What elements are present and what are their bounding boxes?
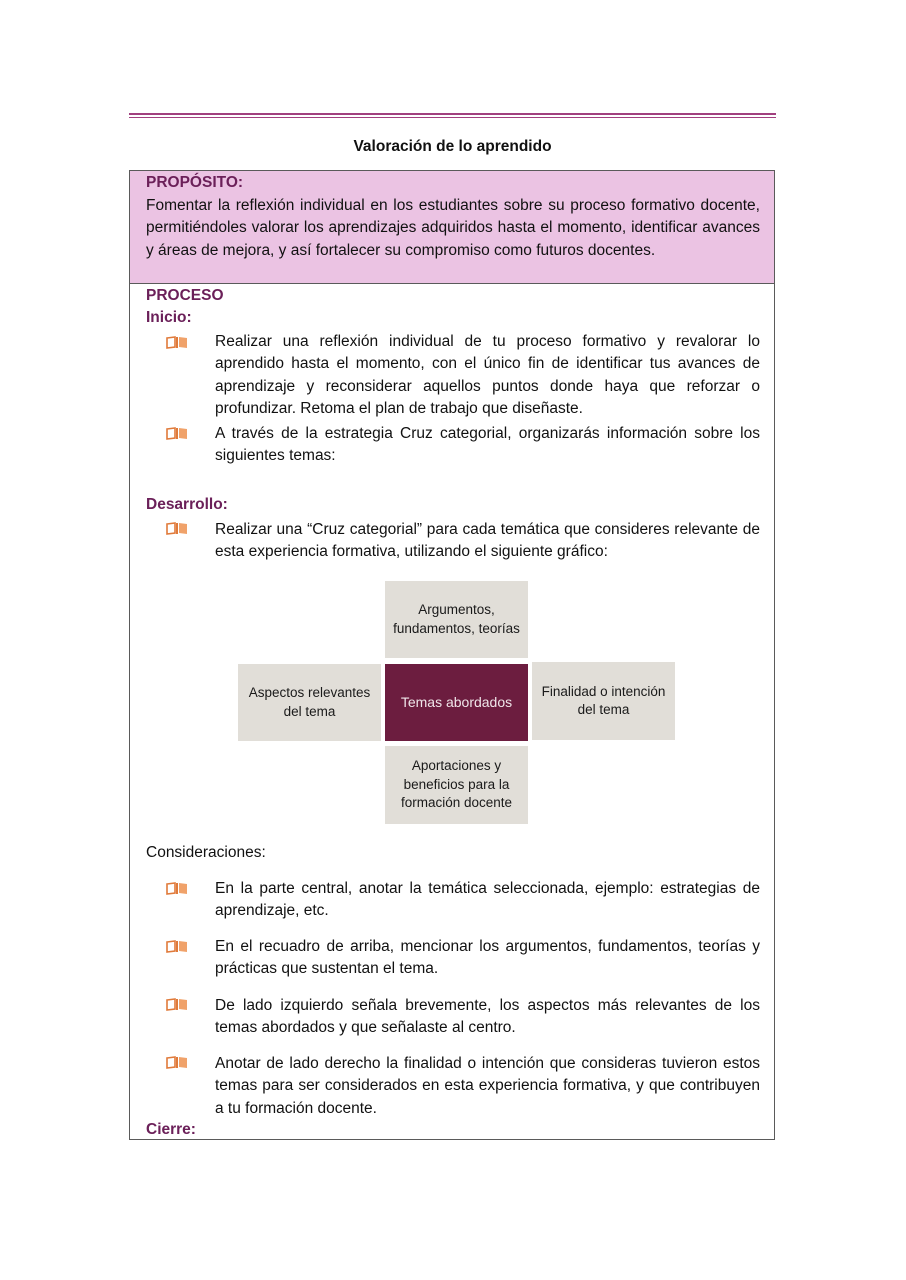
- bullet-book-icon: [166, 1056, 188, 1069]
- inicio-bullet-1: Realizar una reflexión individual de tu proceso formativo y revalorar lo aprendido hasta el momento, con el único fin de identificar tus avances de aprendizaje y reconsiderar aquellos puntos donde haya que reforzar o profundizar. Retoma el plan de trabajo que diseñaste.: [215, 333, 760, 418]
- process-heading: PROCESO: [146, 287, 224, 304]
- diagram-left-cell: Aspectos relevantes del tema: [238, 664, 381, 741]
- diagram-right-cell: Finalidad o intención del tema: [532, 662, 675, 740]
- diagram-top-cell: Argumentos, fundamentos, teorías: [385, 581, 528, 658]
- activity-box: [129, 170, 775, 1140]
- diagram-bottom-cell: Aportaciones y beneficios para la formación docente: [385, 746, 528, 824]
- bullet-book-icon: [166, 522, 188, 535]
- desarrollo-label: Desarrollo:: [146, 496, 228, 513]
- purpose-section: [130, 171, 774, 284]
- header-rule-thick: [129, 113, 776, 115]
- diagram-center-cell: Temas abordados: [385, 664, 528, 741]
- purpose-heading: PROPÓSITO:: [146, 174, 244, 191]
- consideration-bullet-4: Anotar de lado derecho la finalidad o intención que consideras tuvieron estos temas para ser considerados en esta experiencia formativa, y que contribuyen a tu formación docente.: [215, 1055, 760, 1117]
- bullet-book-icon: [166, 427, 188, 440]
- consideration-bullet-3: De lado izquierdo señala brevemente, los aspectos más relevantes de los temas abordados y que señalaste al centro.: [215, 997, 760, 1037]
- cierre-label: Cierre:: [146, 1121, 196, 1138]
- bullet-book-icon: [166, 336, 188, 349]
- bullet-book-icon: [166, 998, 188, 1011]
- bullet-book-icon: [166, 940, 188, 953]
- inicio-label: Inicio:: [146, 309, 192, 326]
- purpose-text: Fomentar la reflexión individual en los estudiantes sobre su proceso formativo docente, permitiéndoles valorar los aprendizajes adquiridos hasta el momento, identificar avances y áreas de mejora, y así fortalecer su compromiso como futuros docentes.: [146, 197, 760, 259]
- bullet-book-icon: [166, 882, 188, 895]
- desarrollo-bullet-1: Realizar una “Cruz categorial” para cada temática que consideres relevante de esta experiencia formativa, utilizando el siguiente gráfico:: [215, 521, 760, 561]
- considerations-label: Consideraciones:: [146, 844, 266, 861]
- header-rule-thin: [129, 117, 776, 118]
- consideration-bullet-2: En el recuadro de arriba, mencionar los argumentos, fundamentos, teorías y prácticas que sustentan el tema.: [215, 938, 760, 978]
- inicio-bullet-2: A través de la estrategia Cruz categorial, organizarás información sobre los siguientes temas:: [215, 425, 760, 465]
- document-title: Valoración de lo aprendido: [353, 138, 552, 155]
- consideration-bullet-1: En la parte central, anotar la temática seleccionada, ejemplo: estrategias de aprendizaje, etc.: [215, 880, 760, 920]
